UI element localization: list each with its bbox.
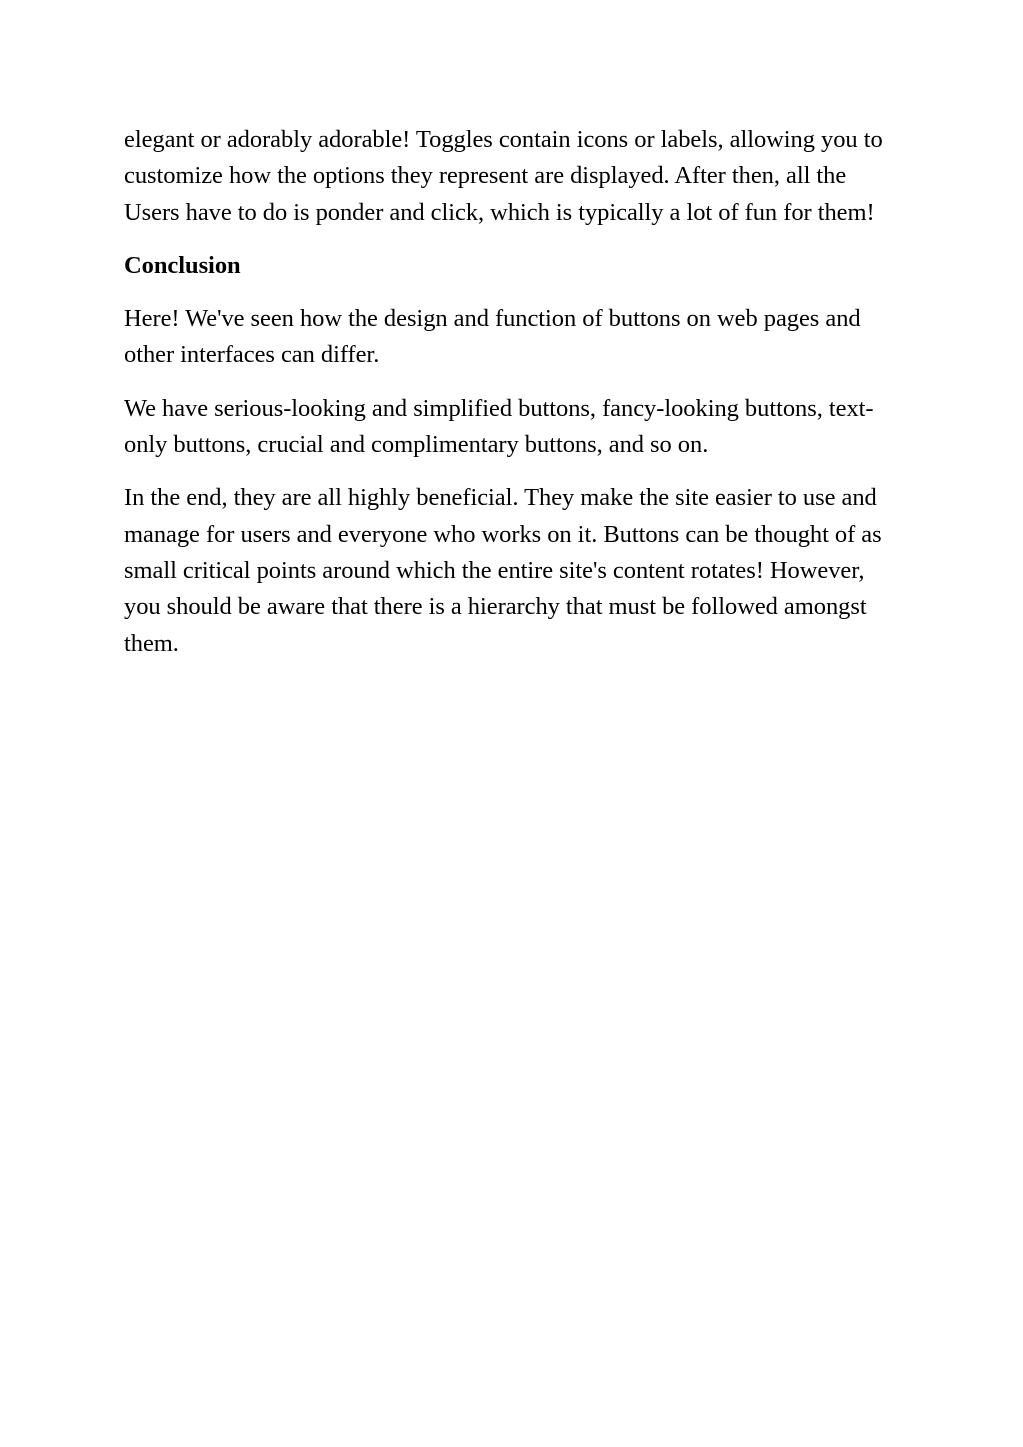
document-body: [124, 122, 894, 679]
section-heading-conclusion: Conclusion: [124, 251, 241, 279]
paragraph-conclusion-2: We have serious-looking and simplified buttons, fancy-looking buttons, text-only buttons, crucial and complimentary buttons, and so on.: [124, 394, 874, 459]
paragraph-conclusion-1: Here! We've seen how the design and function of buttons on web pages and other interfaces can differ.: [124, 305, 861, 369]
paragraph-conclusion-3: In the end, they are all highly beneficial. They make the site easier to use and manage for users and everyone who works on it. Buttons can be thought of as small critical points around which the entire site's content rotates! However, you should be aware that there is a hierarchy that must be followed amongst them.: [124, 484, 882, 657]
paragraph-toggles-intro: elegant or adorably adorable! Toggles contain icons or labels, allowing you to customize how the options they represent are displayed. After then, all the Users have to do is ponder and click, which is typically a lot of fun for them!: [124, 126, 883, 226]
